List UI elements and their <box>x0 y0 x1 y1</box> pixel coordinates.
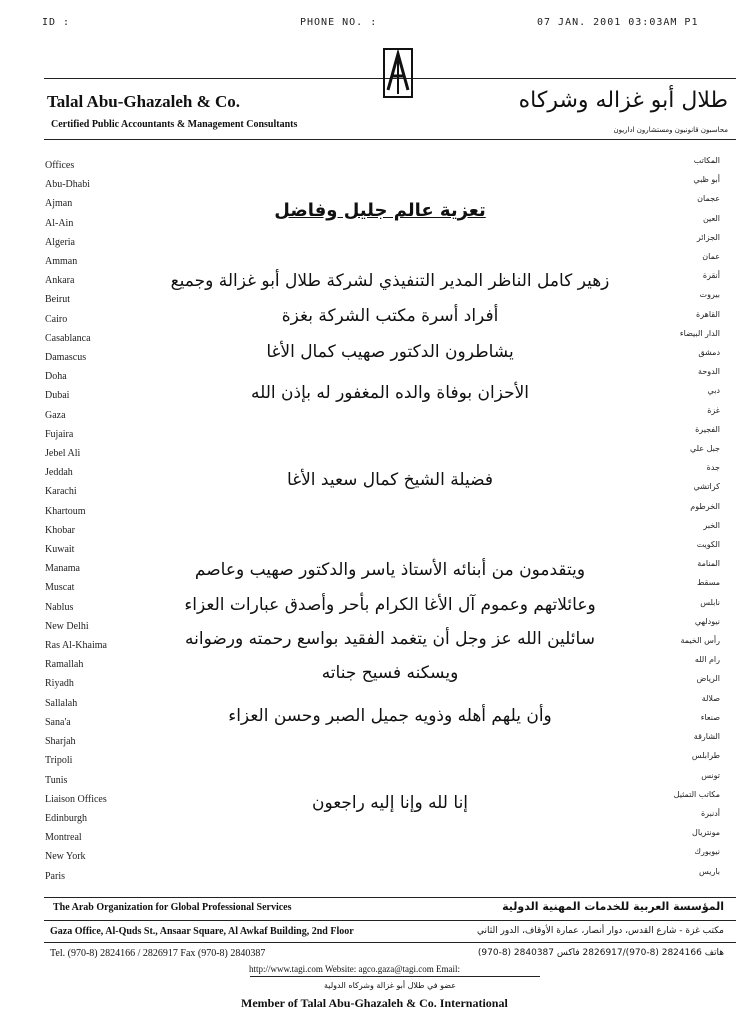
office-item-en: Kuwait <box>45 544 75 556</box>
office-item-ar: عمان <box>702 252 720 262</box>
member-ar: عضو في طلال أبو غزالة وشركاه الدولية <box>324 981 456 990</box>
office-item-ar: مونتريال <box>692 828 720 838</box>
office-item-en: Nablus <box>45 601 74 613</box>
office-item-en: Liaison Offices <box>45 793 107 805</box>
office-item-en: Sallalah <box>45 697 78 709</box>
letter-line: ويتقدمون من أبنائه الأستاذ ياسر والدكتور صهيب وعاصم <box>194 560 586 580</box>
office-item-en: Sana'a <box>45 716 71 728</box>
office-item-ar: الجزائر <box>696 232 720 242</box>
phone-ar: هاتف 2824166 (8-970)/2826917 فاكس 2840387 (8-970) <box>477 948 724 958</box>
office-item-en: Offices <box>45 160 75 171</box>
footer-rule-3 <box>44 942 736 943</box>
office-item-ar: العين <box>702 213 720 223</box>
office-item-ar: الدوحة <box>698 367 720 377</box>
office-item-ar: رأس الخيمة <box>680 636 720 646</box>
office-item-ar: طرابلس <box>691 751 720 761</box>
office-item-en: Jebel Ali <box>45 448 81 460</box>
office-item-ar: دمشق <box>698 348 720 358</box>
office-item-en: Damascus <box>45 352 87 364</box>
office-item-ar: الفجيرة <box>695 424 720 434</box>
office-item-ar: الخبر <box>703 520 720 530</box>
member-en: Member of Talal Abu-Ghazaleh & Co. International <box>241 996 508 1010</box>
letter-line: أفراد أسرة مكتب الشركة بغزة <box>281 306 499 326</box>
footer-mid-rule <box>44 920 736 921</box>
office-item-ar: الخرطوم <box>690 501 720 511</box>
office-item-en: Riyadh <box>45 678 74 690</box>
office-item-ar: دبي <box>707 386 720 396</box>
letter-title: تعزية عالم جليل وفاضل <box>274 200 486 221</box>
letter-line: وأن يلهم أهله وذويه جميل الصبر وحسن العزاء <box>228 706 552 726</box>
office-item-ar: نيودلهي <box>694 616 720 626</box>
org-name-ar: المؤسسة العربية للخدمات المهنية الدولية <box>502 900 724 913</box>
office-item-en: New Delhi <box>45 620 89 632</box>
office-item-en: Amman <box>45 256 78 268</box>
footer-rule-4 <box>250 976 540 977</box>
office-item-en: Dubai <box>45 390 70 402</box>
office-item-en: Algeria <box>45 236 75 248</box>
office-item-en: Sharjah <box>45 736 76 748</box>
office-item-ar: أنقرة <box>702 271 720 281</box>
office-item-ar: جدة <box>706 463 720 473</box>
office-item-en: Khartoum <box>45 505 86 517</box>
fax-id: ID : <box>42 17 71 28</box>
office-item-ar: القاهرة <box>696 309 720 319</box>
office-item-ar: مسقط <box>696 578 720 588</box>
office-item-ar: المنامة <box>697 559 720 569</box>
office-item-ar: الكويت <box>696 540 720 550</box>
office-item-en: Khobar <box>45 524 75 536</box>
office-item-en: Montreal <box>45 832 82 844</box>
office-item-en: Paris <box>45 870 65 882</box>
fax-date: 07 JAN. 2001 03:03AM P1 <box>537 17 699 28</box>
office-item-en: Ajman <box>45 198 73 210</box>
office-list-ar <box>674 151 720 881</box>
office-item-en: Muscat <box>45 582 75 594</box>
letter-line: وعائلاتهم وعموم آل الأغا الكرام بأحر وأصدق عبارات العزاء <box>184 595 596 615</box>
office-item-ar: نابلس <box>700 597 720 607</box>
office-item-en: Cairo <box>45 313 68 325</box>
office-item-en: Beirut <box>45 294 70 306</box>
fax-phone: PHONE NO. : <box>300 17 378 28</box>
office-item-en: Gaza <box>45 409 66 421</box>
office-item-en: Jeddah <box>45 467 73 479</box>
office-item-ar: صنعاء <box>700 712 720 722</box>
firm-name-ar: طلال أبو غزاله وشركاه <box>518 88 728 113</box>
office-item-ar: الدار البيضاء <box>679 328 720 338</box>
office-item-ar: رام الله <box>694 655 720 665</box>
office-item-ar: صلالة <box>701 693 720 703</box>
office-address-ar: مكتب غزة - شارع القدس، دوار أنصار، عمارة الأوقاف، الدور الثاني <box>476 926 724 936</box>
office-item-en: Ramallah <box>45 659 84 671</box>
office-item-ar: بيروت <box>699 290 720 300</box>
office-item-en: Doha <box>45 371 67 383</box>
office-item-en: Casablanca <box>45 332 91 344</box>
letter-line: ويسكنه فسيح جناته <box>321 663 459 683</box>
web-email: http://www.tagi.com Website: agco.gaza@tagi.com Email: <box>249 964 461 974</box>
tag-logo <box>383 48 413 98</box>
office-list-en <box>45 156 107 886</box>
office-item-ar: الرياض <box>696 674 720 684</box>
office-item-ar: أبو ظبي <box>693 175 720 185</box>
closing-verse: إنا لله وإنا إليه راجعون <box>311 793 469 813</box>
office-item-ar: كراتشي <box>693 482 720 492</box>
office-item-en: Al-Ain <box>45 217 74 229</box>
office-item-ar: عجمان <box>697 194 720 204</box>
office-item-ar: مكاتب التمثيل <box>673 789 720 799</box>
office-item-en: Ras Al-Khaima <box>45 640 107 652</box>
office-item-en: Karachi <box>45 486 77 498</box>
office-item-ar: تونس <box>701 770 720 780</box>
office-address-en: Gaza Office, Al-Quds St., Ansaar Square, Al Awkaf Building, 2nd Floor <box>50 926 354 937</box>
office-item-en: Abu-Dhabi <box>45 179 90 191</box>
office-item-en: New York <box>45 851 86 863</box>
office-item-ar: المكاتب <box>693 156 720 165</box>
office-item-en: Ankara <box>45 275 75 287</box>
letter-line: الأحزان بوفاة والده المغفور له بإذن الله <box>250 383 530 403</box>
letter-line: زهير كامل الناظر المدير التنفيذي لشركة طلال أبو غزالة وجميع <box>170 271 610 291</box>
office-item-ar: باريس <box>699 866 720 876</box>
office-item-en: Fujaira <box>45 428 74 440</box>
deceased-name: فضيلة الشيخ كمال سعيد الأغا <box>287 470 493 490</box>
letter-line: سائلين الله عز وجل أن يتغمد الفقيد بواسع رحمته ورضوانه <box>185 629 595 649</box>
office-item-en: Tunis <box>45 774 68 786</box>
office-item-ar: الشارقة <box>693 732 720 742</box>
office-item-ar: أدنبرة <box>700 808 720 818</box>
footer-top-rule <box>44 897 736 898</box>
firm-subtitle-ar: محاسبون قانونيون ومستشارون اداريون <box>613 126 728 134</box>
letter-line: يشاطرون الدكتور صهيب كمال الأغا <box>266 342 514 362</box>
header-bottom-rule <box>44 139 736 140</box>
firm-name-en: Talal Abu-Ghazaleh & Co. <box>47 92 241 111</box>
firm-subtitle-en: Certified Public Accountants & Management Consultants <box>51 119 298 130</box>
org-name-en: The Arab Organization for Global Professional Services <box>53 902 292 913</box>
office-item-ar: جبل علي <box>689 444 720 454</box>
office-item-ar: نيويورك <box>694 847 720 857</box>
office-item-en: Manama <box>45 563 80 575</box>
office-item-en: Edinburgh <box>45 812 88 824</box>
office-item-en: Tripoli <box>45 755 73 767</box>
office-item-ar: غزة <box>707 405 720 415</box>
phone-en: Tel. (970-8) 2824166 / 2826917 Fax (970-8) 2840387 <box>50 948 266 959</box>
